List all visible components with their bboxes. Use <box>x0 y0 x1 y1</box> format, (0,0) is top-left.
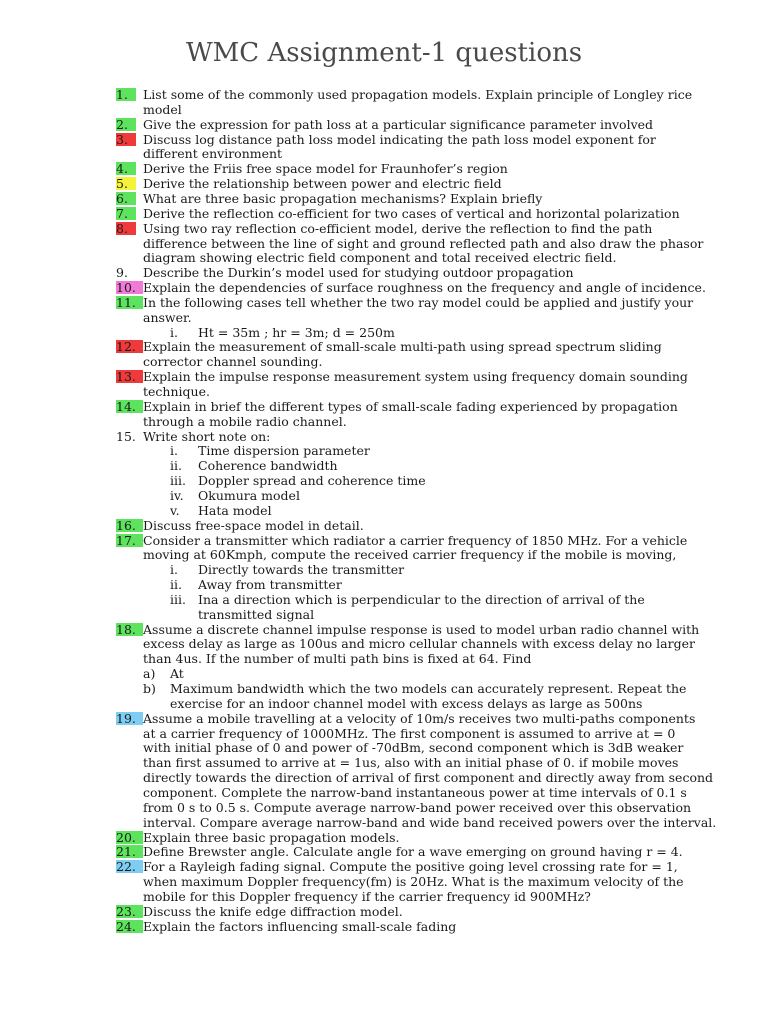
question-text-line: directly towards the direction of arrival of first component and directly away from second <box>143 770 714 786</box>
question-number: 23. <box>116 903 136 919</box>
question-text-line: Discuss free-space model in detail. <box>143 517 364 533</box>
document-title: WMC Assignment-1 questions <box>185 38 583 68</box>
question-number: 15. <box>116 428 136 444</box>
sub-item-text: Directly towards the transmitter <box>198 562 405 578</box>
question-text-line: when maximum Doppler frequency(fm) is 20Hz. What is the maximum velocity of the <box>143 874 684 890</box>
question-number: 11. <box>116 294 136 310</box>
question-text-line: List some of the commonly used propagation models. Explain principle of Longley rice <box>143 87 693 102</box>
question-text-line: Consider a transmitter which radiator a carrier frequency of 1850 MHz. For a vehicle <box>143 532 688 548</box>
sub-item-marker: i. <box>170 324 178 340</box>
question-text-line: Give the expression for path loss at a particular significance parameter involved <box>143 116 654 132</box>
question-text-line: mobile for this Doppler frequency if the carrier frequency id 900MHz? <box>143 888 591 904</box>
sub-item-text: Time dispersion parameter <box>198 443 370 459</box>
question-text-line: In the following cases tell whether the two ray model could be applied and justify your <box>143 294 694 310</box>
question-text-line: diagram showing electric field component and total received electric field. <box>143 250 617 266</box>
question-text-line: Explain the factors influencing small-scale fading <box>143 918 457 934</box>
question-text-line: component. Complete the narrow-band instantaneous power at time intervals of 0.1 s <box>143 784 687 800</box>
sub-item-marker: iii. <box>170 591 186 607</box>
question-text-line: Explain in brief the different types of small-scale fading experienced by propagation <box>143 398 678 414</box>
sub-item-text: Maximum bandwidth which the two models can accurately represent. Repeat the <box>170 681 687 696</box>
question-text-line: than first assumed to arrive at = 1us, also with an initial phase of 0. if mobile moves <box>143 755 679 771</box>
question-number: 6. <box>116 190 128 206</box>
sub-item-marker: iii. <box>170 473 186 489</box>
question-text-line: Derive the relationship between power and electric field <box>143 176 502 192</box>
sub-item-text: Ina a direction which is perpendicular to the direction of arrival of the <box>198 591 645 607</box>
question-number: 5. <box>116 176 128 192</box>
question-number: 1. <box>116 87 128 102</box>
question-text-line: Explain the impulse response measurement system using frequency domain sounding <box>143 369 688 385</box>
sub-item-marker: ii. <box>170 577 182 593</box>
question-text-line: moving at 60Kmph, compute the received carrier frequency if the mobile is moving, <box>143 547 677 563</box>
question-text-line: Explain three basic propagation models. <box>143 829 400 845</box>
question-number: 8. <box>116 220 128 236</box>
sub-item-marker: ii. <box>170 458 182 474</box>
question-text-line: Write short note on: <box>143 428 271 444</box>
question-text-line: Using two ray reflection co-efficient model, derive the reflection to find the path <box>143 220 653 236</box>
sub-item-text: Okumura model <box>198 487 300 503</box>
question-text-line: through a mobile radio channel. <box>143 413 347 429</box>
sub-item-marker: i. <box>170 562 178 578</box>
question-number: 13. <box>116 369 136 385</box>
question-text-line: different environment <box>143 146 283 162</box>
question-text-line: interval. Compare average narrow-band and wide band received powers over the interval. <box>143 814 717 830</box>
question-text-line: Define Brewster angle. Calculate angle for a wave emerging on ground having r = 4. <box>143 844 683 860</box>
question-number: 17. <box>116 532 136 548</box>
question-number: 21. <box>116 844 136 860</box>
question-text-line: corrector channel sounding. <box>143 354 323 370</box>
question-number: 14. <box>116 398 136 414</box>
question-text-line: Discuss the knife edge diffraction model. <box>143 903 403 919</box>
question-text-line: from 0 s to 0.5 s. Compute average narrow-band power received over this observation <box>143 799 692 815</box>
sub-item-text: Doppler spread and coherence time <box>198 473 426 489</box>
question-number: 24. <box>116 918 136 934</box>
sub-item-marker: v. <box>170 502 180 518</box>
question-text-line: than 4us. If the number of multi path bins is fixed at 64. Find <box>143 651 532 667</box>
sub-item-text: Hata model <box>198 502 272 518</box>
question-number: 19. <box>116 710 136 726</box>
sub-item-text: Coherence bandwidth <box>198 458 338 474</box>
sub-item-marker: iv. <box>170 487 184 503</box>
sub-item-text: Ht = 35m ; hr = 3m; d = 250m <box>198 324 395 340</box>
question-number: 2. <box>116 116 128 132</box>
question-text-line: with initial phase of 0 and power of -70dBm, second component which is 3dB weaker <box>143 740 684 756</box>
sub-item-text: At <box>170 666 184 682</box>
question-text-line: What are three basic propagation mechanisms? Explain briefly <box>143 190 543 206</box>
question-number: 3. <box>116 131 128 147</box>
question-text-line: Explain the measurement of small-scale multi-path using spread spectrum sliding <box>143 339 662 355</box>
sub-item-marker: i. <box>170 443 178 459</box>
sub-item-marker: a) <box>143 666 156 682</box>
question-text-line: Derive the Friis free space model for Fraunhofer’s region <box>143 161 508 177</box>
question-text-line: excess delay as large as 100us and micro cellular channels with excess delay no larger <box>143 636 695 652</box>
question-text-line: difference between the line of sight and ground reflected path and also draw the phasor <box>143 235 704 251</box>
question-number: 9. <box>116 265 128 281</box>
question-text-line: Explain the dependencies of surface roughness on the frequency and angle of incidence. <box>143 280 706 296</box>
question-text-line: Describe the Durkin’s model used for studying outdoor propagation <box>143 265 574 281</box>
question-number: 22. <box>116 859 136 875</box>
question-text-line: Derive the reflection co-efficient for two cases of vertical and horizontal polarization <box>143 205 680 221</box>
sub-item-marker: b) <box>143 681 156 696</box>
question-text-line: answer. <box>143 309 192 325</box>
question-text-line: model <box>143 101 182 117</box>
question-number: 7. <box>116 205 128 221</box>
sub-item-text: Away from transmitter <box>198 577 342 593</box>
question-text-line: Assume a discrete channel impulse response is used to model urban radio channel with <box>143 621 700 637</box>
question-number: 10. <box>116 280 136 296</box>
question-text-line: Assume a mobile travelling at a velocity of 10m/s receives two multi-paths components <box>143 710 696 726</box>
sub-item-text: transmitted signal <box>198 606 315 622</box>
question-text-line: Discuss log distance path loss model indicating the path loss model exponent for <box>143 131 656 147</box>
question-number: 16. <box>116 517 136 533</box>
question-number: 20. <box>116 829 136 845</box>
question-number: 4. <box>116 161 128 177</box>
question-number: 18. <box>116 621 136 637</box>
sub-item-text: exercise for an indoor channel model with excess delays as large as 500ns <box>170 695 643 711</box>
question-text-line: technique. <box>143 384 210 399</box>
question-text-line: For a Rayleigh fading signal. Compute the positive going level crossing rate for = 1, <box>143 859 678 875</box>
question-text-line: at a carrier frequency of 1000MHz. The first component is assumed to arrive at = 0 <box>143 725 676 741</box>
question-number: 12. <box>116 339 136 355</box>
